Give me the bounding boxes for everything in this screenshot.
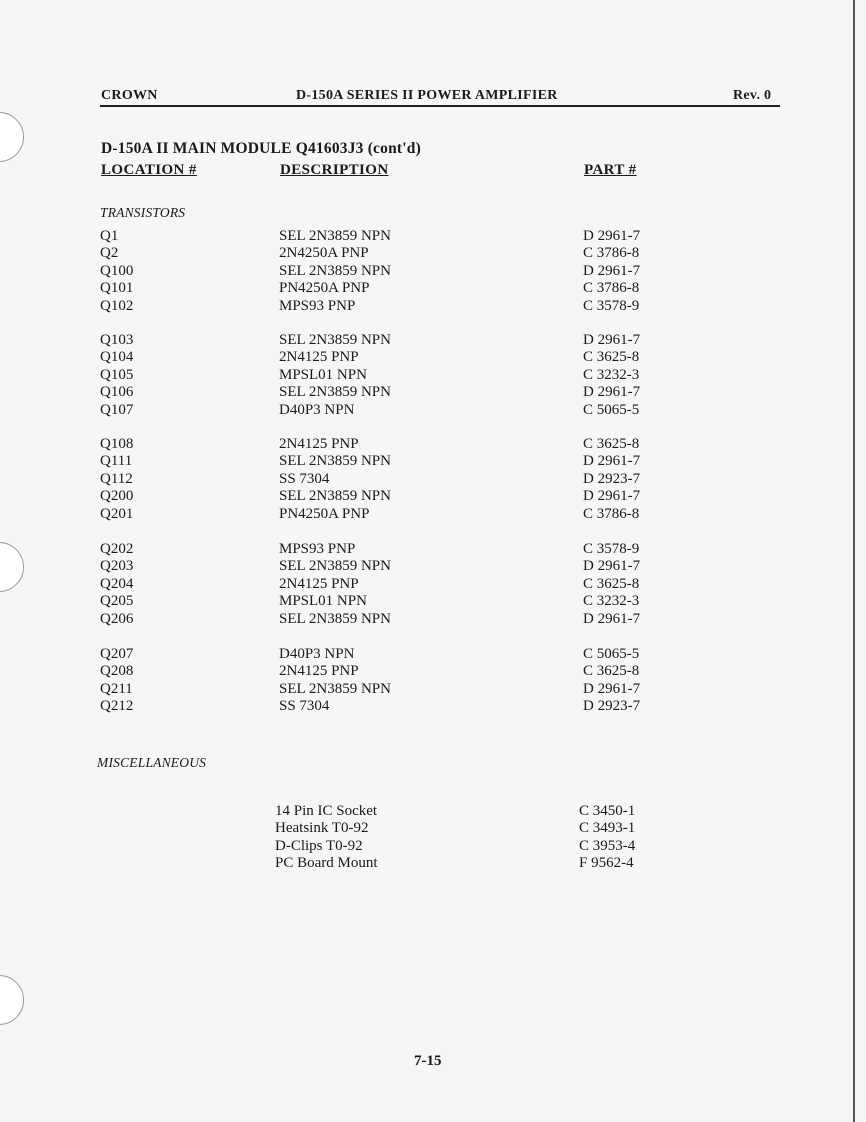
- description-cell: SEL 2N3859 NPN: [279, 228, 391, 244]
- table-row: [0, 384, 866, 402]
- table-row: [0, 838, 866, 856]
- description-cell: SEL 2N3859 NPN: [279, 384, 391, 401]
- description-cell: Heatsink T0-92: [275, 820, 369, 837]
- table-row: [0, 698, 866, 716]
- part-number-cell: C 3232-3: [583, 593, 640, 610]
- table-row: [0, 593, 866, 611]
- description-cell: D40P3 NPN: [279, 401, 355, 418]
- table-row: [0, 402, 866, 420]
- table-row: [0, 263, 866, 281]
- description-cell: PN4250A PNP: [279, 505, 370, 522]
- part-number-cell: D 2961-7: [583, 453, 641, 470]
- table-row: [0, 820, 866, 838]
- table-row: [0, 576, 866, 594]
- location-cell: Q111: [100, 453, 133, 470]
- location-cell: Q201: [100, 505, 134, 522]
- description-cell: 2N4125 PNP: [279, 349, 359, 366]
- description-cell: SEL 2N3859 NPN: [279, 680, 391, 697]
- part-number-cell: D 2961-7: [583, 488, 641, 505]
- part-number-cell: C 5065-5: [583, 646, 640, 662]
- location-cell: Q207: [100, 646, 134, 662]
- location-cell: Q103: [100, 332, 134, 348]
- section-heading-miscellaneous: MISCELLANEOUS: [97, 755, 207, 770]
- part-number-cell: D 2961-7: [583, 228, 641, 244]
- header-brand: CROWN: [101, 88, 158, 103]
- table-row: [0, 663, 866, 681]
- part-number-cell: C 3578-9: [583, 297, 640, 314]
- table-row: [0, 228, 866, 246]
- description-cell: SEL 2N3859 NPN: [279, 610, 391, 627]
- location-cell: Q202: [100, 541, 134, 557]
- binder-hole: [0, 975, 24, 1025]
- column-header-part: PART #: [584, 162, 637, 178]
- location-cell: Q211: [100, 680, 133, 697]
- page-number: 7-15: [414, 1053, 442, 1069]
- table-row: [0, 280, 866, 298]
- location-cell: Q102: [100, 297, 134, 314]
- description-cell: MPSL01 NPN: [279, 366, 367, 383]
- location-cell: Q106: [100, 384, 134, 401]
- description-cell: SS 7304: [279, 698, 330, 715]
- table-row: [0, 558, 866, 576]
- location-cell: Q204: [100, 575, 134, 592]
- table-row: [0, 367, 866, 385]
- part-number-cell: C 3493-1: [579, 820, 636, 837]
- description-cell: SEL 2N3859 NPN: [279, 558, 391, 575]
- part-number-cell: C 3953-4: [579, 837, 636, 854]
- location-cell: Q203: [100, 558, 134, 575]
- description-cell: PC Board Mount: [275, 855, 378, 872]
- part-number-cell: C 3625-8: [583, 436, 640, 452]
- part-number-cell: C 3625-8: [583, 349, 640, 366]
- location-cell: Q208: [100, 663, 134, 680]
- description-cell: PN4250A PNP: [279, 280, 370, 297]
- part-number-cell: D 2923-7: [583, 470, 641, 487]
- location-cell: Q200: [100, 488, 134, 505]
- location-cell: Q107: [100, 401, 134, 418]
- table-row: [0, 611, 866, 629]
- location-cell: Q112: [100, 470, 133, 487]
- table-row: [0, 681, 866, 699]
- location-cell: Q205: [100, 593, 134, 610]
- description-cell: SEL 2N3859 NPN: [279, 262, 391, 279]
- description-cell: 2N4125 PNP: [279, 663, 359, 680]
- location-cell: Q2: [100, 245, 119, 262]
- column-header-location: LOCATION #: [101, 162, 197, 178]
- location-cell: Q108: [100, 436, 134, 452]
- location-cell: Q105: [100, 366, 134, 383]
- part-number-cell: D 2961-7: [583, 262, 641, 279]
- description-cell: 2N4125 PNP: [279, 575, 359, 592]
- header-rule: [100, 105, 780, 107]
- part-number-cell: C 3786-8: [583, 280, 640, 297]
- part-number-cell: C 3232-3: [583, 366, 640, 383]
- table-row: [0, 471, 866, 489]
- binder-hole: [0, 112, 24, 162]
- location-cell: Q104: [100, 349, 134, 366]
- description-cell: 14 Pin IC Socket: [275, 803, 378, 819]
- module-title: D-150A II MAIN MODULE Q41603J3 (cont'd): [101, 140, 421, 157]
- description-cell: MPS93 PNP: [279, 541, 356, 557]
- description-cell: SEL 2N3859 NPN: [279, 488, 391, 505]
- part-number-cell: F 9562-4: [579, 855, 634, 872]
- description-cell: SEL 2N3859 NPN: [279, 453, 391, 470]
- part-number-cell: C 3786-8: [583, 245, 640, 262]
- section-heading-transistors: TRANSISTORS: [100, 205, 186, 220]
- location-cell: Q101: [100, 280, 134, 297]
- description-cell: D40P3 NPN: [279, 646, 355, 662]
- table-row: [0, 488, 866, 506]
- part-number-cell: C 3450-1: [579, 803, 636, 819]
- table-row: [0, 349, 866, 367]
- description-cell: MPSL01 NPN: [279, 593, 367, 610]
- table-row: [0, 298, 866, 316]
- part-number-cell: C 3578-9: [583, 541, 640, 557]
- table-row: [0, 245, 866, 263]
- part-number-cell: D 2961-7: [583, 332, 641, 348]
- part-number-cell: C 3786-8: [583, 505, 640, 522]
- location-cell: Q206: [100, 610, 134, 627]
- table-row: [0, 541, 866, 559]
- location-cell: Q100: [100, 262, 134, 279]
- part-number-cell: D 2961-7: [583, 384, 641, 401]
- column-header-description: DESCRIPTION: [280, 162, 389, 178]
- description-cell: SS 7304: [279, 470, 330, 487]
- header-title: D-150A SERIES II POWER AMPLIFIER: [296, 88, 558, 103]
- description-cell: MPS93 PNP: [279, 297, 356, 314]
- part-number-cell: C 3625-8: [583, 575, 640, 592]
- description-cell: 2N4125 PNP: [279, 436, 359, 452]
- header-revision: Rev. 0: [733, 88, 772, 103]
- part-number-cell: D 2923-7: [583, 698, 641, 715]
- part-number-cell: D 2961-7: [583, 610, 641, 627]
- table-row: [0, 436, 866, 454]
- part-number-cell: C 3625-8: [583, 663, 640, 680]
- part-number-cell: D 2961-7: [583, 558, 641, 575]
- table-row: [0, 803, 866, 821]
- table-row: [0, 506, 866, 524]
- table-row: [0, 855, 866, 873]
- location-cell: Q1: [100, 228, 119, 244]
- description-cell: D-Clips T0-92: [275, 837, 363, 854]
- description-cell: SEL 2N3859 NPN: [279, 332, 391, 348]
- part-number-cell: C 5065-5: [583, 401, 640, 418]
- part-number-cell: D 2961-7: [583, 680, 641, 697]
- table-row: [0, 453, 866, 471]
- location-cell: Q212: [100, 698, 134, 715]
- table-row: [0, 332, 866, 350]
- table-row: [0, 646, 866, 664]
- description-cell: 2N4250A PNP: [279, 245, 369, 262]
